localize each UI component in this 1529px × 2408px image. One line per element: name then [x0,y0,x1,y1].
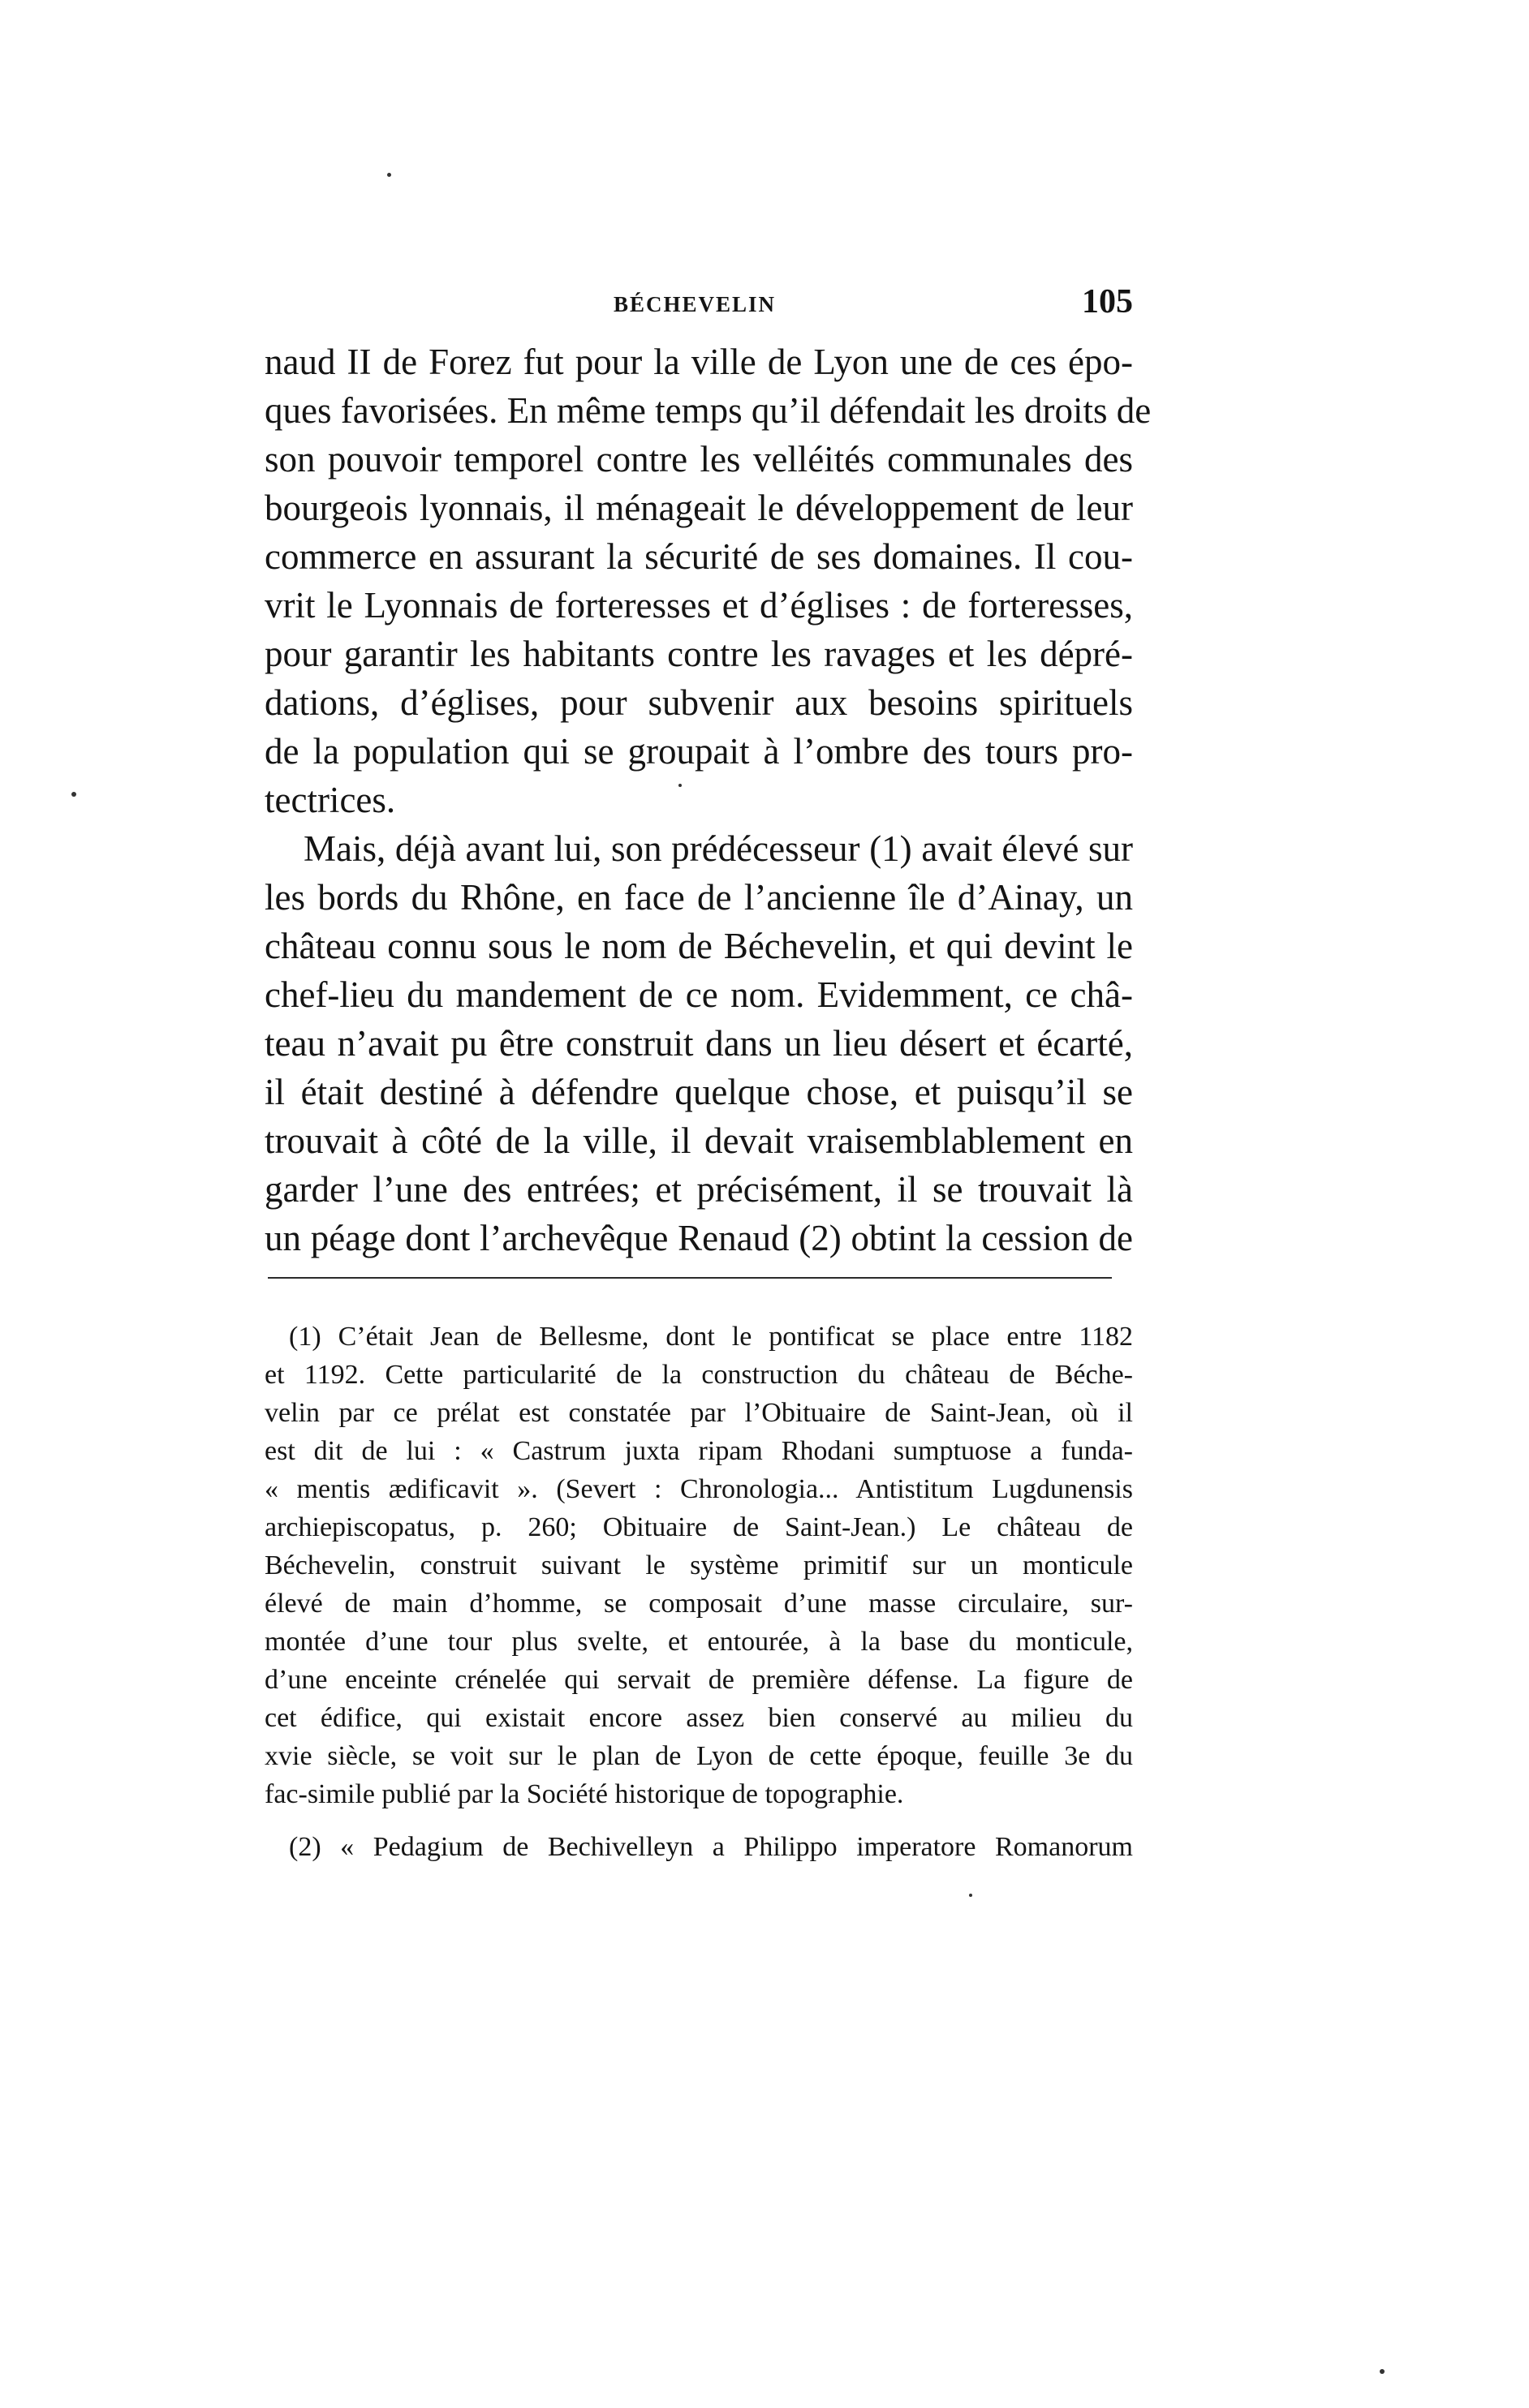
body-line: naud II de Forez fut pour la ville de Lyon une de ces épo- [265,342,1133,382]
body-line: il était destiné à défendre quelque chose, et puisqu’il se [265,1072,1133,1112]
body-line: ques favorisées. En même temps qu’il défendait les droits de [265,390,1152,431]
footnote-divider [268,1277,1112,1279]
footnotes [265,1318,1133,1866]
paper-speck [71,792,76,797]
running-title: BÉCHEVELIN [614,292,777,316]
footnote-1-line: fac-simile publié par la Société historique de topographie. [265,1779,904,1809]
body-line: de la population qui se groupait à l’ombre des tours pro- [265,731,1133,772]
paper-speck [969,1894,972,1897]
paper-speck [1380,2369,1385,2374]
footnote-1-line: cet édifice, qui existait encore assez bien conservé au milieu du [265,1703,1133,1733]
body-line: tectrices. [265,780,396,820]
footnote-gap [265,1813,1133,1828]
paper-speck [387,173,391,177]
running-head [265,282,1133,331]
body-line: les bords du Rhône, en face de l’ancienne île d’Ainay, un [265,877,1133,918]
page-number: 105 [1082,283,1133,320]
footnote-2-line: (2) « Pedagium de Bechivelleyn a Philippo imperatore Romanorum [289,1832,1133,1862]
body-line: son pouvoir temporel contre les velléités communales des [265,439,1133,479]
footnote-1-line: élevé de main d’homme, se composait d’une masse circulaire, sur- [265,1589,1133,1619]
body-line: un péage dont l’archevêque Renaud (2) obtint la cession de [265,1218,1133,1258]
footnote-1-line: xvie siècle, se voit sur le plan de Lyon de cette époque, feuille 3e du [265,1741,1133,1771]
footnote-1-line: d’une enceinte crénelée qui servait de première défense. La figure de [265,1665,1133,1695]
paper-speck [678,784,682,787]
footnote-1-line: « mentis ædificavit ». (Severt : Chronologia... Antistitum Lugdunensis [265,1474,1133,1504]
body-line: dations, d’églises, pour subvenir aux besoins spirituels [265,682,1133,723]
footnote-1-line: et 1192. Cette particularité de la construction du château de Béche- [265,1360,1133,1390]
footnote-1-line: montée d’une tour plus svelte, et entourée, à la base du monticule, [265,1627,1133,1657]
body-line: château connu sous le nom de Béchevelin, et qui devint le [265,926,1133,966]
body-line: garder l’une des entrées; et précisément, il se trouvait là [265,1169,1133,1210]
body-line: pour garantir les habitants contre les ravages et les dépré- [265,634,1133,674]
body-text [265,338,1152,1262]
body-line: vrit le Lyonnais de forteresses et d’églises : de forteresses, [265,585,1133,626]
body-line: Mais, déjà avant lui, son prédécesseur (1) avait élevé sur [304,828,1133,869]
body-line: bourgeois lyonnais, il ménageait le développement de leur [265,488,1133,528]
body-line: chef-lieu du mandement de ce nom. Evidemment, ce châ- [265,974,1133,1015]
footnote-1-line: archiepiscopatus, p. 260; Obituaire de Saint-Jean.) Le château de [265,1512,1133,1542]
footnote-1-line: (1) C’était Jean de Bellesme, dont le pontificat se place entre 1182 [289,1322,1133,1352]
footnote-1-line: velin par ce prélat est constatée par l’Obituaire de Saint-Jean, où il [265,1398,1133,1428]
body-line: teau n’avait pu être construit dans un lieu désert et écarté, [265,1023,1133,1064]
body-line: commerce en assurant la sécurité de ses domaines. Il cou- [265,536,1133,577]
footnote-1-line: Béchevelin, construit suivant le système primitif sur un monticule [265,1550,1133,1580]
body-line: trouvait à côté de la ville, il devait vraisemblablement en [265,1120,1133,1161]
footnote-1-line: est dit de lui : « Castrum juxta ripam Rhodani sumptuose a funda- [265,1436,1133,1466]
